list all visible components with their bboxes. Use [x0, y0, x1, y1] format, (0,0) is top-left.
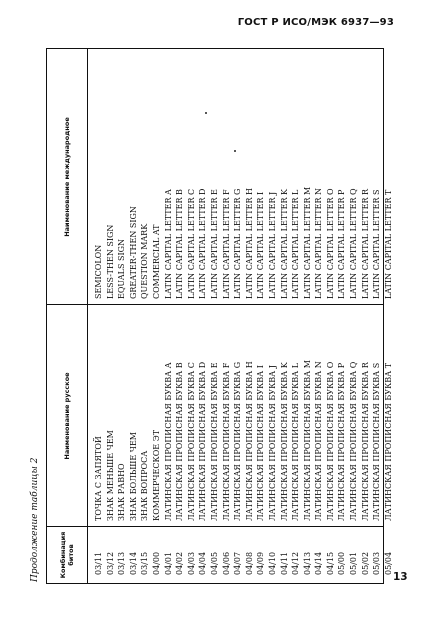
header-bit-combination: Комбинация битов — [59, 531, 75, 579]
international-name-cell: LATIN CAPITAL LETTER N — [314, 187, 324, 299]
international-name-cell: LATIN CAPITAL LETTER S — [372, 189, 382, 299]
international-name-cell: SEMICOLON — [94, 244, 103, 299]
bit-combination-cell: 04/14 — [314, 551, 324, 575]
table-row — [360, 49, 372, 583]
table-row — [209, 49, 221, 583]
table-row — [197, 49, 209, 583]
international-name-cell: LATIN CAPITAL LETTER H — [244, 187, 254, 299]
russian-name-cell: ЛАТИНСКАЯ ПРОПИСНАЯ БУКВА C — [186, 362, 196, 521]
international-name-cell: LATIN CAPITAL LETTER G — [233, 188, 243, 299]
bit-combination-cell: 05/00 — [337, 551, 347, 575]
russian-name-cell: ЛАТИНСКАЯ ПРОПИСНАЯ БУКВА N — [314, 361, 324, 521]
russian-name-cell: ЛАТИНСКАЯ ПРОПИСНАЯ БУКВА R — [360, 362, 370, 521]
international-name-cell: COMMERCIAL AT — [151, 224, 161, 299]
bit-combination-cell: 04/12 — [291, 551, 301, 575]
table-row — [255, 49, 267, 583]
russian-name-cell: ЛАТИНСКАЯ ПРОПИСНАЯ БУКВА H — [244, 361, 254, 521]
bit-combination-cell: 04/00 — [151, 551, 161, 575]
russian-name-cell: ЗНАК МЕНЬШЕ ЧЕМ — [105, 430, 115, 521]
bit-combination-cell: 04/09 — [256, 551, 266, 575]
bit-combination-cell: 04/15 — [325, 551, 335, 575]
russian-name-cell: ЛАТИНСКАЯ ПРОПИСНАЯ БУКВА Q — [349, 361, 359, 521]
international-name-cell: GREATER-THEN SIGN — [128, 206, 138, 299]
international-name-cell: LATIN CAPITAL LETTER T — [383, 189, 393, 299]
russian-name-cell: ЛАТИНСКАЯ ПРОПИСНАЯ БУКВА M — [302, 360, 312, 521]
russian-name-cell: ЛАТИНСКАЯ ПРОПИСНАЯ БУКВА S — [372, 362, 382, 521]
bit-combination-cell: 04/02 — [175, 551, 185, 575]
page-header: ГОСТ Р ИСО/МЭК 6937—93 — [237, 17, 394, 28]
bit-combination-cell: 05/01 — [349, 551, 359, 575]
table-row — [232, 49, 244, 583]
international-name-cell: LATIN CAPITAL LETTER M — [302, 186, 312, 299]
international-name-cell: LATIN CAPITAL LETTER F — [221, 189, 231, 299]
table-row — [325, 49, 337, 583]
international-name-cell: LATIN CAPITAL LETTER K — [279, 188, 289, 299]
bit-combination-cell: 04/03 — [186, 551, 196, 575]
russian-name-cell: ЛАТИНСКАЯ ПРОПИСНАЯ БУКВА J — [267, 365, 277, 521]
russian-name-cell: ЛАТИНСКАЯ ПРОПИСНАЯ БУКВА G — [233, 361, 243, 521]
table-row — [348, 49, 360, 583]
header-russian-name: Наименование русское — [63, 372, 71, 460]
table-row — [279, 49, 291, 583]
russian-name-cell: ЛАТИНСКАЯ ПРОПИСНАЯ БУКВА K — [279, 362, 289, 521]
bit-combination-cell: 04/07 — [233, 551, 243, 575]
table-row — [244, 49, 256, 583]
bit-combination-cell: 04/06 — [221, 551, 231, 575]
table-row — [267, 49, 279, 583]
table-row — [105, 49, 117, 583]
russian-name-cell: ЛАТИНСКАЯ ПРОПИСНАЯ БУКВА A — [163, 362, 173, 521]
table-row — [383, 49, 395, 583]
bit-combination-cell: 05/04 — [383, 551, 393, 575]
bit-combination-cell: 05/02 — [360, 551, 370, 575]
table-row — [139, 49, 151, 583]
international-name-cell: LESS-THEN SIGN — [105, 224, 115, 299]
bit-combination-cell: 04/08 — [244, 551, 254, 575]
table-row — [186, 49, 198, 583]
international-name-cell: LATIN CAPITAL LETTER Q — [349, 188, 359, 299]
table-caption: Продолжение таблицы 2 — [30, 457, 40, 582]
table-row — [151, 49, 163, 583]
international-name-cell: LATIN CAPITAL LETTER L — [291, 189, 301, 299]
table-row — [163, 49, 175, 583]
russian-name-cell: ЛАТИНСКАЯ ПРОПИСНАЯ БУКВА D — [198, 361, 208, 521]
table-row — [371, 49, 383, 583]
bit-combination-cell: 03/15 — [140, 551, 150, 575]
russian-name-cell: ТОЧКА С ЗАПЯТОЙ — [94, 436, 103, 521]
table-row — [290, 49, 302, 583]
russian-name-cell: ЗНАК БОЛЬШЕ ЧЕМ — [128, 432, 138, 521]
russian-name-cell: ЛАТИНСКАЯ ПРОПИСНАЯ БУКВА P — [337, 362, 347, 521]
bit-combination-cell: 04/01 — [163, 551, 173, 575]
rotated-table-page — [30, 46, 393, 584]
international-name-cell: LATIN CAPITAL LETTER R — [360, 188, 370, 299]
international-name-cell: LATIN CAPITAL LETTER A — [163, 189, 173, 299]
russian-name-cell: ЛАТИНСКАЯ ПРОПИСНАЯ БУКВА E — [209, 362, 219, 521]
table-row — [174, 49, 186, 583]
table-row — [116, 49, 128, 583]
page-number: 13 — [393, 571, 408, 583]
bit-combination-cell: 05/03 — [372, 551, 382, 575]
bit-combination-cell: 03/11 — [94, 551, 103, 575]
international-name-cell: LATIN CAPITAL LETTER P — [337, 189, 347, 299]
international-name-cell: LATIN CAPITAL LETTER C — [186, 188, 196, 299]
international-name-cell: LATIN CAPITAL LETTER D — [198, 188, 208, 299]
russian-name-cell: ЛАТИНСКАЯ ПРОПИСНАЯ БУКВА L — [291, 362, 301, 521]
bit-combination-cell: 03/14 — [128, 551, 138, 575]
table-row — [221, 49, 233, 583]
bit-combination-cell: 04/10 — [267, 551, 277, 575]
russian-name-cell: ЛАТИНСКАЯ ПРОПИСНАЯ БУКВА F — [221, 362, 231, 521]
russian-name-cell: ЛАТИНСКАЯ ПРОПИСНАЯ БУКВА O — [325, 361, 335, 521]
russian-name-cell: ЗНАК ВОПРОСА — [140, 450, 150, 521]
bit-combination-cell: 03/13 — [117, 551, 127, 575]
table-row — [313, 49, 325, 583]
bit-combination-cell: 04/13 — [302, 551, 312, 575]
international-name-cell: EQUALS SIGN — [117, 238, 127, 299]
bit-combination-cell: 04/11 — [279, 551, 289, 575]
bit-combination-cell: 04/04 — [198, 551, 208, 575]
table-row — [302, 49, 314, 583]
international-name-cell: LATIN CAPITAL LETTER B — [175, 189, 185, 299]
table-row — [128, 49, 140, 583]
international-name-cell: LATIN CAPITAL LETTER E — [209, 189, 219, 299]
international-name-cell: LATIN CAPITAL LETTER O — [325, 188, 335, 299]
table-header — [47, 49, 88, 583]
international-name-cell: LATIN CAPITAL LETTER J — [267, 191, 277, 299]
international-name-cell: QUESTION MARK — [140, 223, 150, 299]
russian-name-cell: ЛАТИНСКАЯ ПРОПИСНАЯ БУКВА B — [175, 362, 185, 521]
russian-name-cell: ЛАТИНСКАЯ ПРОПИСНАЯ БУКВА I — [256, 365, 266, 521]
header-international-name: Наименование международное — [63, 117, 71, 237]
russian-name-cell: ЛАТИНСКАЯ ПРОПИСНАЯ БУКВА T — [383, 362, 393, 521]
table-row — [93, 49, 105, 583]
russian-name-cell: КОММЕРЧЕСКОЕ ЭТ — [151, 429, 161, 521]
international-name-cell: LATIN CAPITAL LETTER I — [256, 191, 266, 299]
bit-combination-cell: 03/12 — [105, 551, 115, 575]
character-table — [46, 48, 393, 584]
table-row — [336, 49, 348, 583]
russian-name-cell: ЗНАК РАВНО — [117, 463, 127, 521]
table-body — [93, 49, 394, 583]
bit-combination-cell: 04/05 — [209, 551, 219, 575]
